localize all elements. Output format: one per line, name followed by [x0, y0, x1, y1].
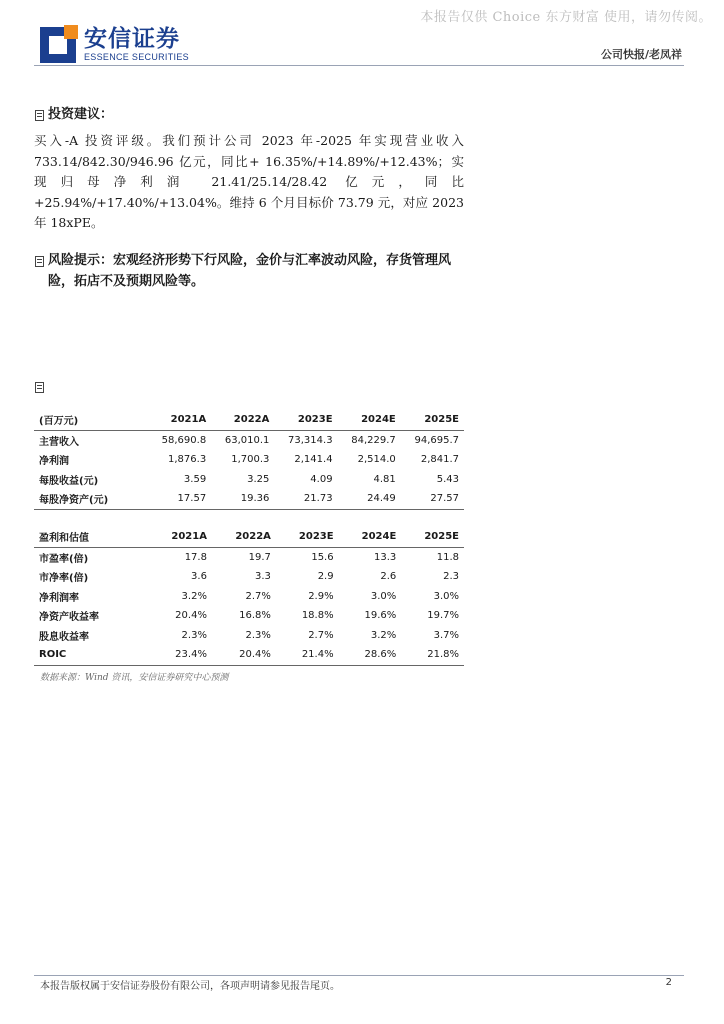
table-cell: 2.7%	[308, 629, 334, 641]
document-icon	[35, 256, 44, 267]
valuation-table	[34, 527, 464, 666]
table-cell: 净利润率	[39, 592, 79, 604]
table-cell: 3.59	[183, 473, 207, 485]
table-cell: 19.7	[248, 551, 271, 563]
table-cell: 3.2%	[370, 629, 397, 641]
table-cell: 每股净资产(元)	[34, 489, 148, 509]
investment-advice-section	[34, 104, 464, 234]
investment-advice-heading: 投资建议：	[48, 107, 114, 122]
company-logo	[40, 26, 189, 63]
table-caption	[34, 376, 464, 393]
table-cell: 15.6	[311, 551, 334, 563]
table-cell: 94,695.7	[414, 434, 459, 446]
table-cell: 13.3	[374, 551, 397, 563]
table-cell: 19.36	[211, 489, 274, 509]
table-header-cell: 2021A	[148, 410, 211, 430]
table-row	[34, 626, 464, 646]
table-header-cell: 2024E	[338, 410, 401, 430]
table-cell: 16.8%	[239, 610, 271, 622]
table-row	[34, 450, 464, 470]
page-number: 2	[665, 977, 672, 988]
table-cell: 净资产收益率	[39, 612, 99, 624]
table-header-cell: 2023E	[274, 410, 337, 430]
table-cell: 84,229.7	[351, 434, 396, 446]
table-cell: 2,841.7	[420, 454, 459, 466]
risk-section	[34, 250, 464, 292]
table-header-cell: (百万元)	[34, 410, 148, 430]
table-header-cell: 盈利和估值	[34, 527, 148, 547]
report-type: 公司快报/老凤祥	[600, 48, 682, 61]
table-cell: 4.09	[310, 473, 333, 485]
table-cell: 3.3	[255, 571, 271, 583]
table-cell: 市净率(倍)	[39, 573, 89, 585]
table-cell: 11.8	[436, 551, 459, 563]
table-row	[34, 606, 464, 626]
table-cell: 73,314.3	[288, 434, 333, 446]
table-cell: 5.43	[436, 473, 459, 485]
table-cell: 21.73	[274, 489, 337, 509]
table-header-cell: 2025E	[401, 410, 464, 430]
table-cell: 2.3%	[245, 629, 271, 641]
logo-cn-text: 安信证券	[84, 26, 180, 52]
table-cell: 27.57	[401, 489, 464, 509]
table-cell: 17.57	[148, 489, 211, 509]
table-header-cell: 2021A	[148, 527, 212, 547]
table-cell: 3.6	[191, 571, 207, 583]
table-cell: 主营收入	[39, 436, 79, 448]
footer-divider	[34, 975, 684, 976]
table-header-cell: 2023E	[276, 527, 339, 547]
table-cell: 4.81	[373, 473, 396, 485]
table-row	[34, 430, 464, 450]
table-cell: 每股收益(元)	[39, 475, 99, 487]
document-icon	[35, 382, 44, 393]
table-cell: 2,141.4	[294, 454, 333, 466]
table-cell: 19.7%	[427, 610, 459, 622]
financial-summary-table	[34, 410, 464, 510]
table-cell: 3.25	[247, 473, 270, 485]
table-cell: 20.4%	[175, 610, 207, 622]
table-cell: 58,690.8	[161, 434, 207, 446]
table-cell: 23.4%	[148, 645, 212, 665]
logo-mark-icon	[40, 27, 76, 63]
table-cell: 19.6%	[364, 610, 397, 622]
table-cell: 2,514.0	[357, 454, 396, 466]
table-cell: 21.4%	[276, 645, 339, 665]
table-cell: 18.8%	[301, 610, 334, 622]
table-cell: 21.8%	[401, 645, 464, 665]
table-cell: 3.0%	[433, 590, 459, 602]
table-cell: 3.2%	[181, 590, 207, 602]
table-header-cell: 2024E	[339, 527, 402, 547]
watermark: 本报告仅供 Choice 东方财富 使用，请勿传阅。	[420, 10, 712, 25]
table-cell: 1,876.3	[168, 454, 207, 466]
header-divider	[34, 65, 684, 66]
data-source-note: 数据来源：Wind 资讯，安信证券研究中心预测	[40, 673, 229, 683]
table-row	[34, 567, 464, 587]
table-row	[34, 547, 464, 567]
table-cell: 28.6%	[339, 645, 402, 665]
risk-heading: 风险提示：宏观经济形势下行风险，金价与汇率波动风险，存货管理风险，拓店不及预期风险等。	[48, 253, 452, 289]
table-header-row	[34, 410, 464, 430]
table-cell: 63,010.1	[224, 434, 270, 446]
footer-disclaimer: 本报告版权属于安信证券股份有限公司，各项声明请参见报告尾页。	[40, 981, 340, 992]
table-cell: 2.3	[443, 571, 459, 583]
table-header-cell: 2025E	[401, 527, 464, 547]
table-cell: 2.9%	[308, 590, 334, 602]
table-cell: 2.9	[317, 571, 334, 583]
table-cell: 3.7%	[433, 629, 459, 641]
table-row	[34, 489, 464, 509]
table-row	[34, 587, 464, 607]
table-cell: 2.3%	[181, 629, 207, 641]
table-cell: 市盈率(倍)	[39, 553, 89, 565]
table-header-cell: 2022A	[211, 410, 274, 430]
table-cell: 24.49	[338, 489, 401, 509]
table-cell: ROIC	[34, 645, 148, 665]
table-cell: 2.6	[380, 571, 397, 583]
table-cell: 17.8	[184, 551, 207, 563]
document-icon	[35, 110, 44, 121]
table-row	[34, 470, 464, 490]
table-header-cell: 2022A	[212, 527, 276, 547]
investment-advice-body: 买入-A 投资评级。我们预计公司 2023 年-2025 年实现营业收入 733.14/842.30/946.96 亿元，同比+ 16.35%/+14.89%/+12.43%；实现归母净利润 21.41/25.14/28.42 亿元，同比 +25.94%/+17.40%/+13.04%。维持 6 个月目标价 73.79 元，对应 2023 年 18xPE。	[34, 133, 464, 230]
table-cell: 2.7%	[245, 590, 271, 602]
table-row	[34, 645, 464, 665]
table-header-row	[34, 527, 464, 547]
table-cell: 净利润	[39, 456, 69, 468]
table-cell: 1,700.3	[231, 454, 270, 466]
table-cell: 20.4%	[212, 645, 276, 665]
logo-en-text: ESSENCE SECURITIES	[84, 52, 189, 62]
table-cell: 3.0%	[370, 590, 397, 602]
table-cell: 股息收益率	[39, 631, 89, 643]
